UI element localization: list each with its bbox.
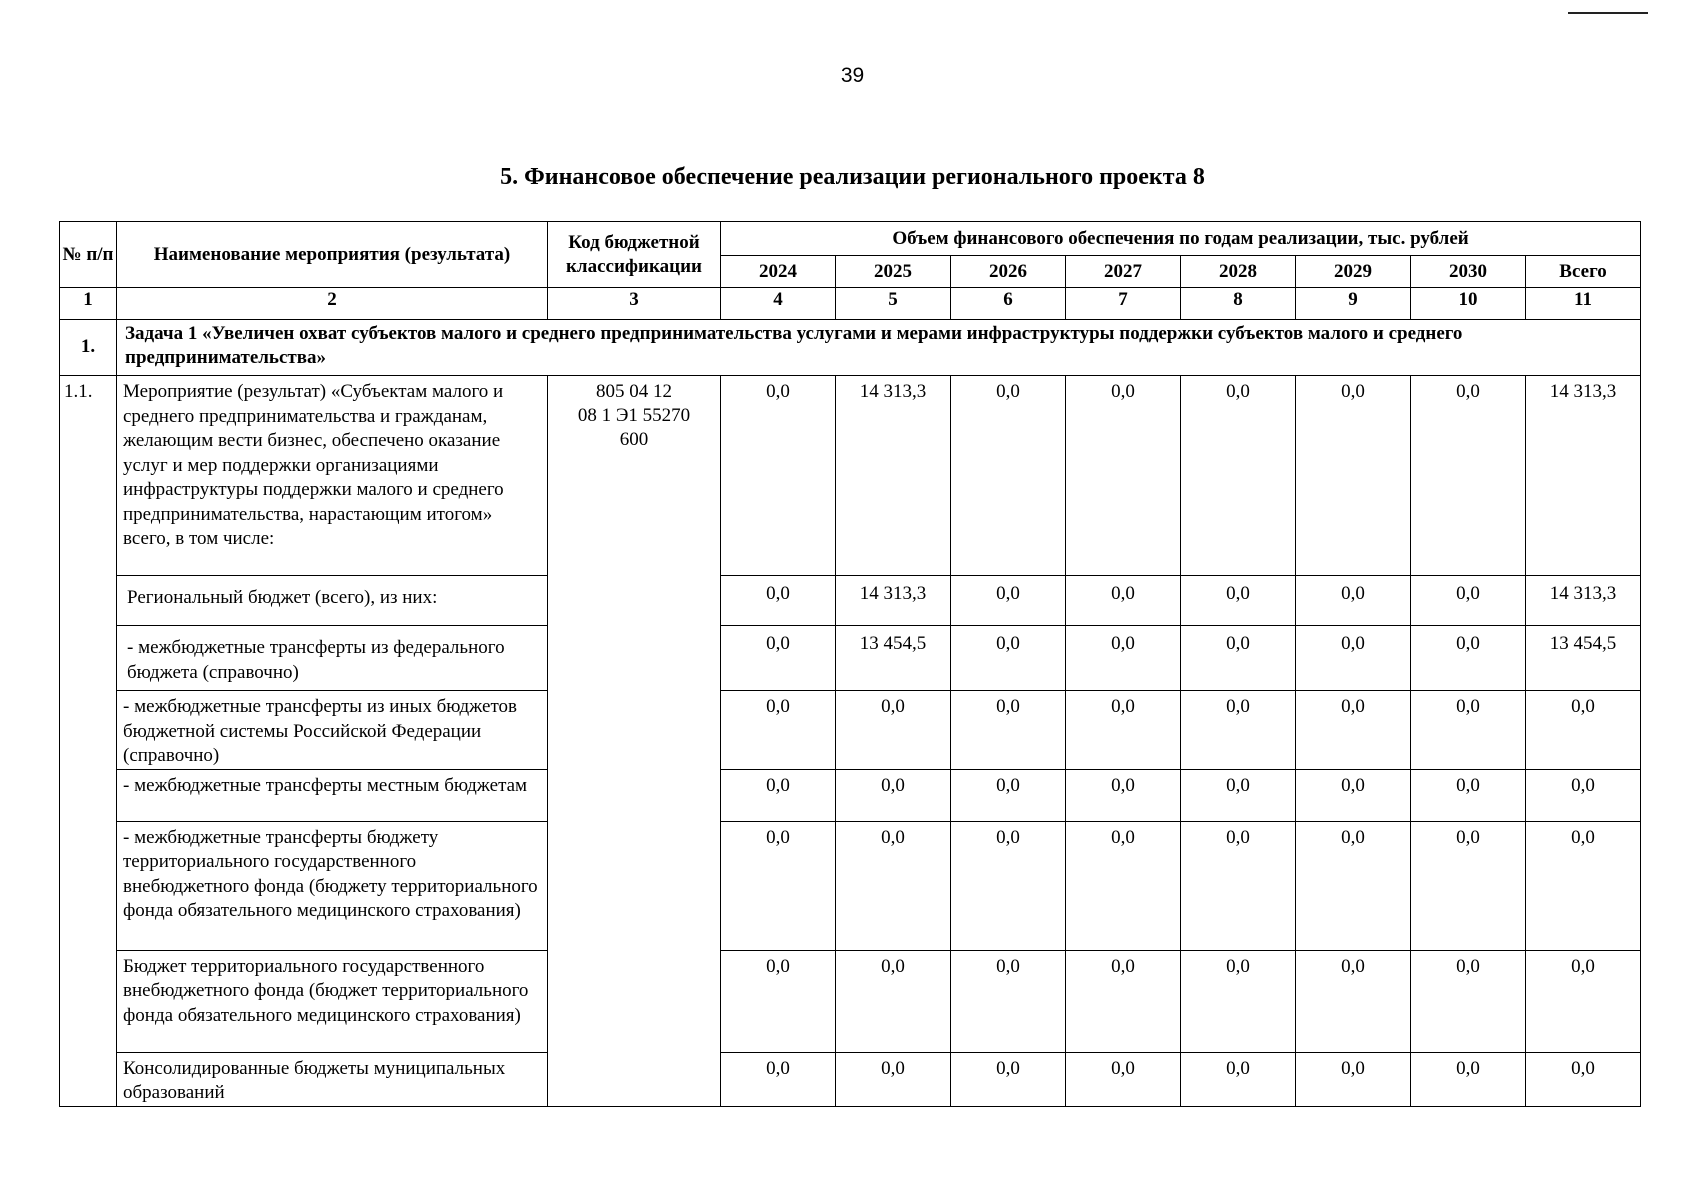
column-number: 9 xyxy=(1296,288,1411,320)
value-cell: 0,0 xyxy=(836,950,951,1052)
budget-row xyxy=(60,1052,1641,1106)
financing-table xyxy=(59,221,1641,1107)
value-cell: 0,0 xyxy=(1181,626,1296,691)
value-cell: 14 313,3 xyxy=(836,376,951,576)
value-cell: 0,0 xyxy=(1066,691,1181,770)
budget-row-name: - межбюджетные трансферты бюджету территориального государственного внебюджетного фонда (бюджету территориального фонда обязательного медицинского страхования) xyxy=(117,821,548,950)
budget-row-name: - межбюджетные трансферты из иных бюджетов бюджетной системы Российской Федерации (справочно) xyxy=(117,691,548,770)
page-corner-line xyxy=(1568,12,1648,14)
budget-row-name: Региональный бюджет (всего), из них: xyxy=(117,576,548,626)
header-year: 2026 xyxy=(951,256,1066,288)
column-number: 4 xyxy=(721,288,836,320)
value-cell: 0,0 xyxy=(1411,769,1526,821)
value-cell: 0,0 xyxy=(1181,691,1296,770)
budget-row xyxy=(60,626,1641,691)
header-year: 2029 xyxy=(1296,256,1411,288)
column-number: 10 xyxy=(1411,288,1526,320)
value-total-cell: 14 313,3 xyxy=(1526,576,1641,626)
value-cell: 0,0 xyxy=(1181,576,1296,626)
value-cell: 0,0 xyxy=(1296,626,1411,691)
value-cell: 0,0 xyxy=(1066,626,1181,691)
value-total-cell: 14 313,3 xyxy=(1526,376,1641,576)
value-cell: 0,0 xyxy=(721,821,836,950)
budget-code xyxy=(548,376,721,1107)
value-cell: 0,0 xyxy=(836,691,951,770)
header-year: 2024 xyxy=(721,256,836,288)
value-cell: 0,0 xyxy=(951,576,1066,626)
header-year: 2030 xyxy=(1411,256,1526,288)
value-cell: 0,0 xyxy=(1066,376,1181,576)
value-cell: 0,0 xyxy=(951,950,1066,1052)
value-cell: 0,0 xyxy=(721,1052,836,1106)
column-number: 1 xyxy=(60,288,117,320)
budget-code-line: 08 1 Э1 55270 xyxy=(577,405,691,426)
value-cell: 0,0 xyxy=(1296,950,1411,1052)
value-cell: 0,0 xyxy=(836,769,951,821)
column-number: 7 xyxy=(1066,288,1181,320)
column-numbers-row xyxy=(60,288,1641,320)
value-cell: 0,0 xyxy=(951,626,1066,691)
value-cell: 0,0 xyxy=(1411,950,1526,1052)
value-cell: 0,0 xyxy=(1181,1052,1296,1106)
value-cell: 0,0 xyxy=(1296,576,1411,626)
value-cell: 0,0 xyxy=(1296,376,1411,576)
value-cell: 0,0 xyxy=(1296,1052,1411,1106)
value-cell: 0,0 xyxy=(1296,821,1411,950)
budget-row xyxy=(60,950,1641,1052)
column-number: 11 xyxy=(1526,288,1641,320)
value-total-cell: 0,0 xyxy=(1526,769,1641,821)
header-year: 2027 xyxy=(1066,256,1181,288)
value-cell: 0,0 xyxy=(1066,769,1181,821)
column-number: 2 xyxy=(117,288,548,320)
value-cell: 0,0 xyxy=(721,626,836,691)
budget-row xyxy=(60,769,1641,821)
header-year: 2028 xyxy=(1181,256,1296,288)
value-cell: 14 313,3 xyxy=(836,576,951,626)
value-cell: 0,0 xyxy=(1066,1052,1181,1106)
header-volume: Объем финансового обеспечения по годам реализации, тыс. рублей xyxy=(721,222,1641,256)
budget-row-name: - межбюджетные трансферты местным бюджетам xyxy=(117,769,548,821)
budget-row xyxy=(60,821,1641,950)
measure-name: Мероприятие (результат) «Субъектам малого и среднего предпринимательства и гражданам, желающим вести бизнес, обеспечено оказание услуг и мер поддержки организациями инфраструктуры поддержки малого и среднего предпринимательства, нарастающим итогом» всего, в том числе: xyxy=(117,376,548,576)
header-name: Наименование мероприятия (результата) xyxy=(117,222,548,288)
task-row xyxy=(60,320,1641,376)
value-cell: 0,0 xyxy=(951,691,1066,770)
column-number: 8 xyxy=(1181,288,1296,320)
value-total-cell: 0,0 xyxy=(1526,691,1641,770)
measure-row xyxy=(60,376,1641,576)
value-cell: 0,0 xyxy=(1411,691,1526,770)
value-total-cell: 0,0 xyxy=(1526,950,1641,1052)
value-cell: 0,0 xyxy=(1296,691,1411,770)
budget-row-name: Бюджет территориального государственного внебюджетного фонда (бюджет территориального фонда обязательного медицинского страхования) xyxy=(117,950,548,1052)
value-cell: 0,0 xyxy=(721,576,836,626)
value-cell: 0,0 xyxy=(1181,821,1296,950)
measure-number: 1.1. xyxy=(60,376,117,1107)
header-year: 2025 xyxy=(836,256,951,288)
budget-code-line: 805 04 12 xyxy=(596,381,672,402)
budget-row-name: Консолидированные бюджеты муниципальных образований xyxy=(117,1052,548,1106)
value-cell: 0,0 xyxy=(721,691,836,770)
value-cell: 13 454,5 xyxy=(836,626,951,691)
value-cell: 0,0 xyxy=(1066,576,1181,626)
value-cell: 0,0 xyxy=(951,376,1066,576)
budget-row xyxy=(60,691,1641,770)
column-number: 6 xyxy=(951,288,1066,320)
value-cell: 0,0 xyxy=(836,821,951,950)
header-code: Код бюджетной классификации xyxy=(548,222,721,288)
value-total-cell: 13 454,5 xyxy=(1526,626,1641,691)
task-text: Задача 1 «Увеличен охват субъектов малого и среднего предпринимательства услугами и мерами инфраструктуры поддержки субъектов малого и среднего предпринимательства» xyxy=(117,320,1641,376)
value-cell: 0,0 xyxy=(1411,626,1526,691)
value-cell: 0,0 xyxy=(951,821,1066,950)
value-cell: 0,0 xyxy=(1066,950,1181,1052)
value-cell: 0,0 xyxy=(1296,769,1411,821)
header-total: Всего xyxy=(1526,256,1641,288)
value-cell: 0,0 xyxy=(1411,1052,1526,1106)
value-cell: 0,0 xyxy=(1066,821,1181,950)
value-cell: 0,0 xyxy=(1411,376,1526,576)
value-cell: 0,0 xyxy=(1181,376,1296,576)
value-cell: 0,0 xyxy=(1411,821,1526,950)
value-cell: 0,0 xyxy=(1411,576,1526,626)
budget-row-name: - межбюджетные трансферты из федерального бюджета (справочно) xyxy=(117,626,548,691)
page-title: 5. Финансовое обеспечение реализации регионального проекта 8 xyxy=(500,164,1205,190)
column-number: 5 xyxy=(836,288,951,320)
header-num: № п/п xyxy=(60,222,117,288)
value-total-cell: 0,0 xyxy=(1526,1052,1641,1106)
budget-row xyxy=(60,576,1641,626)
value-cell: 0,0 xyxy=(951,1052,1066,1106)
column-number: 3 xyxy=(548,288,721,320)
value-cell: 0,0 xyxy=(1181,950,1296,1052)
value-cell: 0,0 xyxy=(1181,769,1296,821)
page-number: 39 xyxy=(840,64,865,87)
value-total-cell: 0,0 xyxy=(1526,821,1641,950)
value-cell: 0,0 xyxy=(836,1052,951,1106)
value-cell: 0,0 xyxy=(721,950,836,1052)
value-cell: 0,0 xyxy=(951,769,1066,821)
budget-code-line: 600 xyxy=(619,429,649,450)
value-cell: 0,0 xyxy=(721,376,836,576)
task-number: 1. xyxy=(60,320,117,376)
value-cell: 0,0 xyxy=(721,769,836,821)
